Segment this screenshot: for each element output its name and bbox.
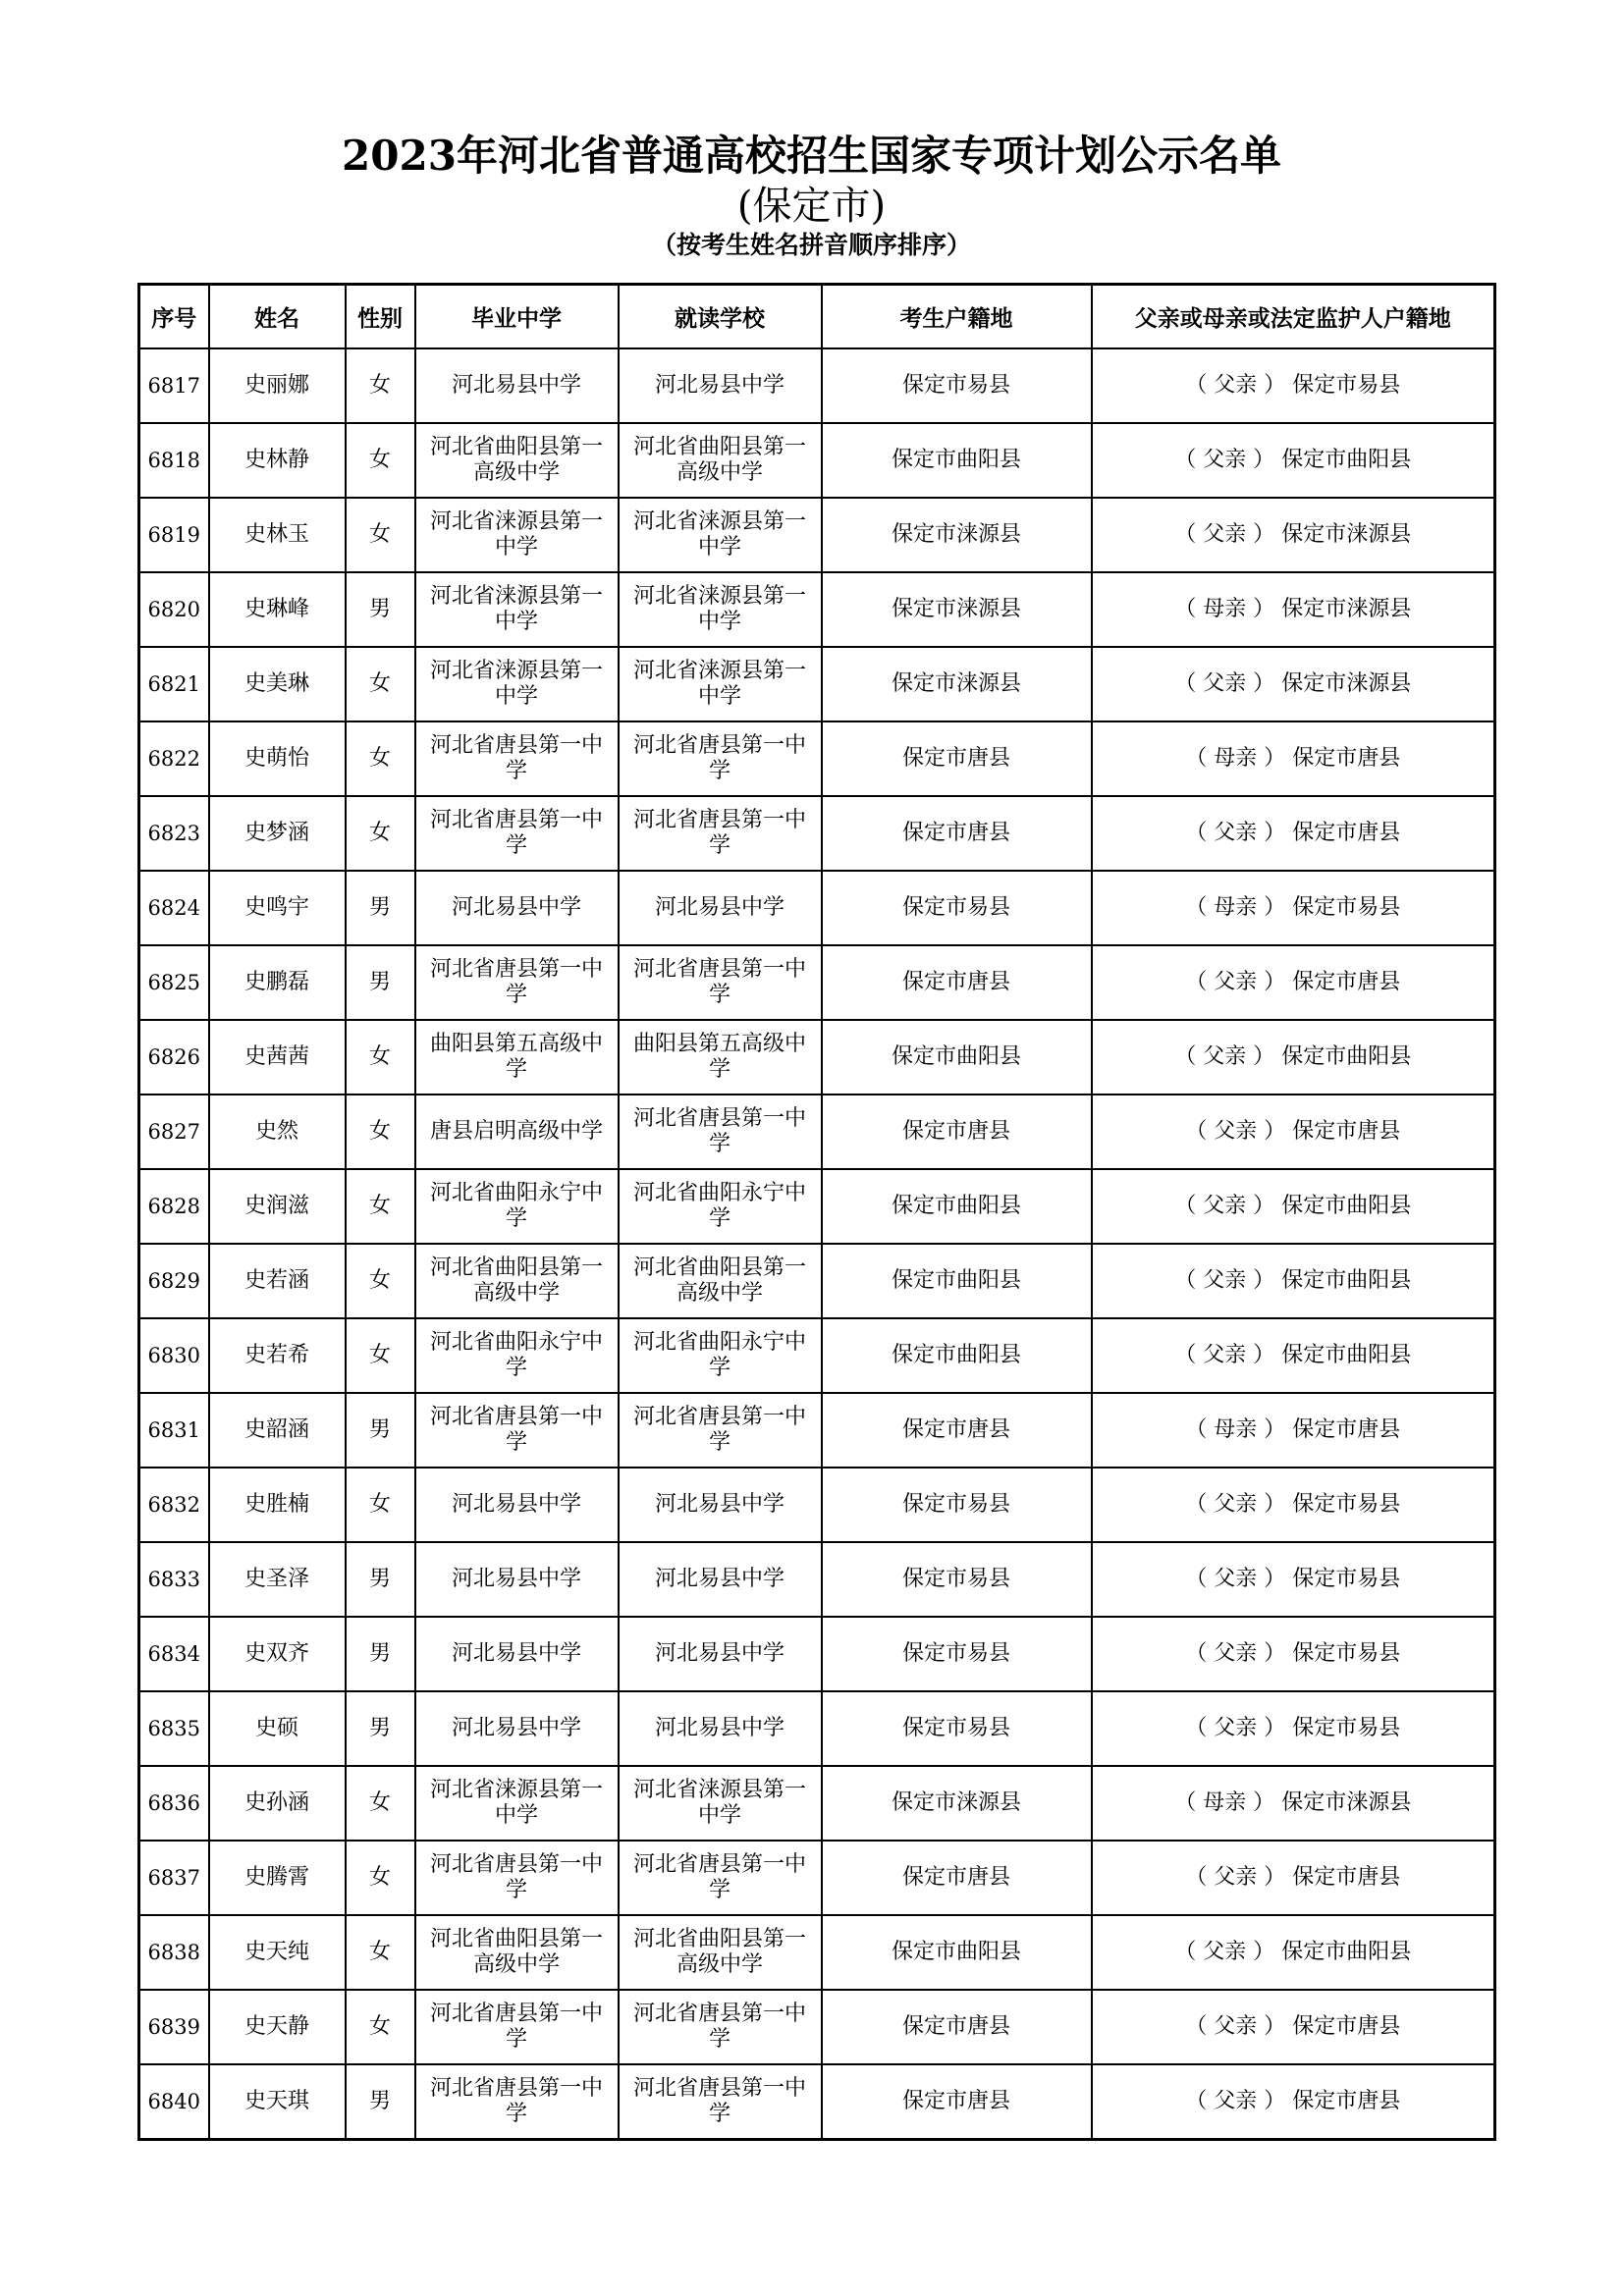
cell-seq: 6826 xyxy=(139,1020,209,1095)
cell-current-school: 河北省唐县第一中学 xyxy=(619,2064,822,2140)
cell-guardian: （ 母亲 ） 保定市易县 xyxy=(1092,871,1495,945)
cell-name: 史茜茜 xyxy=(209,1020,346,1095)
cell-grad-school: 河北易县中学 xyxy=(415,1468,619,1542)
table-row xyxy=(139,498,1495,572)
cell-household: 保定市唐县 xyxy=(822,721,1092,796)
cell-seq: 6834 xyxy=(139,1617,209,1691)
cell-current-school: 河北易县中学 xyxy=(619,1617,822,1691)
cell-guardian: （ 父亲 ） 保定市涞源县 xyxy=(1092,647,1495,721)
cell-current-school: 河北易县中学 xyxy=(619,348,822,423)
cell-gender: 男 xyxy=(346,1691,415,1766)
cell-seq: 6828 xyxy=(139,1169,209,1244)
cell-gender: 男 xyxy=(346,871,415,945)
cell-current-school: 河北省涞源县第一中学 xyxy=(619,498,822,572)
cell-current-school: 河北省唐县第一中学 xyxy=(619,796,822,871)
cell-grad-school: 河北省唐县第一中学 xyxy=(415,945,619,1020)
cell-gender: 女 xyxy=(346,1244,415,1318)
cell-current-school: 河北省唐县第一中学 xyxy=(619,1393,822,1468)
table-header xyxy=(139,285,1495,349)
cell-household: 保定市曲阳县 xyxy=(822,1244,1092,1318)
cell-gender: 女 xyxy=(346,796,415,871)
cell-household: 保定市涞源县 xyxy=(822,498,1092,572)
cell-seq: 6819 xyxy=(139,498,209,572)
table-row xyxy=(139,871,1495,945)
cell-guardian: （ 父亲 ） 保定市唐县 xyxy=(1092,1841,1495,1915)
cell-grad-school: 河北省涞源县第一中学 xyxy=(415,647,619,721)
cell-guardian: （ 父亲 ） 保定市唐县 xyxy=(1092,796,1495,871)
cell-seq: 6835 xyxy=(139,1691,209,1766)
cell-current-school: 曲阳县第五高级中学 xyxy=(619,1020,822,1095)
cell-guardian: （ 父亲 ） 保定市曲阳县 xyxy=(1092,1244,1495,1318)
cell-household: 保定市唐县 xyxy=(822,2064,1092,2140)
cell-gender: 男 xyxy=(346,2064,415,2140)
cell-seq: 6840 xyxy=(139,2064,209,2140)
roster-table xyxy=(137,283,1496,2141)
cell-household: 保定市易县 xyxy=(822,348,1092,423)
table-body xyxy=(139,348,1495,2140)
cell-household: 保定市曲阳县 xyxy=(822,1318,1092,1393)
cell-seq: 6832 xyxy=(139,1468,209,1542)
cell-current-school: 河北省曲阳永宁中学 xyxy=(619,1318,822,1393)
header-household: 考生户籍地 xyxy=(822,285,1092,349)
cell-current-school: 河北易县中学 xyxy=(619,1691,822,1766)
cell-guardian: （ 父亲 ） 保定市曲阳县 xyxy=(1092,1318,1495,1393)
cell-guardian: （ 父亲 ） 保定市曲阳县 xyxy=(1092,1915,1495,1990)
cell-current-school: 河北易县中学 xyxy=(619,1468,822,1542)
cell-gender: 男 xyxy=(346,572,415,647)
cell-name: 史鹏磊 xyxy=(209,945,346,1020)
cell-name: 史丽娜 xyxy=(209,348,346,423)
cell-household: 保定市易县 xyxy=(822,871,1092,945)
sort-note: （按考生姓名拼音顺序排序） xyxy=(651,231,971,259)
cell-name: 史双齐 xyxy=(209,1617,346,1691)
cell-seq: 6833 xyxy=(139,1542,209,1617)
cell-current-school: 河北易县中学 xyxy=(619,1542,822,1617)
header-grad-school: 毕业中学 xyxy=(415,285,619,349)
cell-guardian: （ 父亲 ） 保定市易县 xyxy=(1092,1691,1495,1766)
cell-gender: 女 xyxy=(346,1095,415,1169)
table-row xyxy=(139,1468,1495,1542)
page-title: 2023年河北省普通高校招生国家专项计划公示名单 xyxy=(342,132,1281,180)
table-row xyxy=(139,1542,1495,1617)
cell-gender: 女 xyxy=(346,721,415,796)
cell-grad-school: 河北省唐县第一中学 xyxy=(415,2064,619,2140)
cell-guardian: （ 父亲 ） 保定市曲阳县 xyxy=(1092,423,1495,498)
cell-household: 保定市唐县 xyxy=(822,1095,1092,1169)
table-row xyxy=(139,572,1495,647)
table-row xyxy=(139,1393,1495,1468)
table-row xyxy=(139,1766,1495,1841)
table-row xyxy=(139,721,1495,796)
cell-current-school: 河北省涞源县第一中学 xyxy=(619,572,822,647)
cell-seq: 6821 xyxy=(139,647,209,721)
cell-seq: 6817 xyxy=(139,348,209,423)
header-name: 姓名 xyxy=(209,285,346,349)
table-row xyxy=(139,1318,1495,1393)
cell-household: 保定市涞源县 xyxy=(822,1766,1092,1841)
cell-guardian: （ 父亲 ） 保定市易县 xyxy=(1092,348,1495,423)
cell-grad-school: 河北省曲阳县第一高级中学 xyxy=(415,1244,619,1318)
cell-household: 保定市曲阳县 xyxy=(822,1915,1092,1990)
cell-seq: 6823 xyxy=(139,796,209,871)
cell-household: 保定市曲阳县 xyxy=(822,1020,1092,1095)
cell-household: 保定市易县 xyxy=(822,1542,1092,1617)
table-row xyxy=(139,348,1495,423)
cell-grad-school: 唐县启明高级中学 xyxy=(415,1095,619,1169)
cell-household: 保定市涞源县 xyxy=(822,572,1092,647)
cell-grad-school: 河北省曲阳永宁中学 xyxy=(415,1169,619,1244)
cell-name: 史林玉 xyxy=(209,498,346,572)
table-row xyxy=(139,647,1495,721)
cell-guardian: （ 母亲 ） 保定市唐县 xyxy=(1092,1393,1495,1468)
cell-grad-school: 河北省曲阳永宁中学 xyxy=(415,1318,619,1393)
cell-name: 史萌怡 xyxy=(209,721,346,796)
cell-household: 保定市曲阳县 xyxy=(822,1169,1092,1244)
cell-current-school: 河北省唐县第一中学 xyxy=(619,721,822,796)
cell-name: 史林静 xyxy=(209,423,346,498)
cell-guardian: （ 父亲 ） 保定市唐县 xyxy=(1092,945,1495,1020)
cell-name: 史孙涵 xyxy=(209,1766,346,1841)
table-row xyxy=(139,1841,1495,1915)
cell-current-school: 河北省唐县第一中学 xyxy=(619,1095,822,1169)
table-row xyxy=(139,1990,1495,2064)
cell-grad-school: 河北省曲阳县第一高级中学 xyxy=(415,423,619,498)
cell-grad-school: 河北省涞源县第一中学 xyxy=(415,572,619,647)
cell-guardian: （ 母亲 ） 保定市涞源县 xyxy=(1092,572,1495,647)
cell-seq: 6818 xyxy=(139,423,209,498)
cell-name: 史腾霄 xyxy=(209,1841,346,1915)
cell-grad-school: 河北省唐县第一中学 xyxy=(415,1393,619,1468)
cell-grad-school: 河北省唐县第一中学 xyxy=(415,721,619,796)
cell-name: 史美琳 xyxy=(209,647,346,721)
cell-gender: 男 xyxy=(346,945,415,1020)
cell-grad-school: 河北省涞源县第一中学 xyxy=(415,1766,619,1841)
cell-household: 保定市曲阳县 xyxy=(822,423,1092,498)
table-row xyxy=(139,1020,1495,1095)
cell-name: 史琳峰 xyxy=(209,572,346,647)
cell-household: 保定市唐县 xyxy=(822,796,1092,871)
table-row xyxy=(139,2064,1495,2140)
cell-name: 史胜楠 xyxy=(209,1468,346,1542)
table-row xyxy=(139,945,1495,1020)
cell-guardian: （ 父亲 ） 保定市唐县 xyxy=(1092,1990,1495,2064)
table-row xyxy=(139,1617,1495,1691)
header-seq: 序号 xyxy=(139,285,209,349)
cell-household: 保定市唐县 xyxy=(822,1841,1092,1915)
cell-gender: 女 xyxy=(346,1766,415,1841)
cell-name: 史润滋 xyxy=(209,1169,346,1244)
cell-current-school: 河北省曲阳县第一高级中学 xyxy=(619,423,822,498)
page-subtitle: (保定市) xyxy=(736,184,887,229)
cell-current-school: 河北省曲阳县第一高级中学 xyxy=(619,1244,822,1318)
cell-gender: 女 xyxy=(346,1841,415,1915)
cell-current-school: 河北省曲阳永宁中学 xyxy=(619,1169,822,1244)
cell-grad-school: 河北易县中学 xyxy=(415,1617,619,1691)
cell-grad-school: 曲阳县第五高级中学 xyxy=(415,1020,619,1095)
cell-gender: 男 xyxy=(346,1617,415,1691)
cell-seq: 6824 xyxy=(139,871,209,945)
cell-guardian: （ 父亲 ） 保定市唐县 xyxy=(1092,1095,1495,1169)
cell-seq: 6839 xyxy=(139,1990,209,2064)
cell-gender: 女 xyxy=(346,348,415,423)
cell-grad-school: 河北省唐县第一中学 xyxy=(415,1841,619,1915)
cell-name: 史硕 xyxy=(209,1691,346,1766)
cell-name: 史若希 xyxy=(209,1318,346,1393)
header-guardian: 父亲或母亲或法定监护人户籍地 xyxy=(1092,285,1495,349)
header-current-school: 就读学校 xyxy=(619,285,822,349)
cell-gender: 女 xyxy=(346,1468,415,1542)
cell-name: 史鸣宇 xyxy=(209,871,346,945)
cell-guardian: （ 父亲 ） 保定市易县 xyxy=(1092,1468,1495,1542)
cell-gender: 女 xyxy=(346,1318,415,1393)
table-row xyxy=(139,1691,1495,1766)
cell-name: 史天静 xyxy=(209,1990,346,2064)
cell-name: 史梦涵 xyxy=(209,796,346,871)
cell-current-school: 河北省唐县第一中学 xyxy=(619,1990,822,2064)
cell-guardian: （ 父亲 ） 保定市唐县 xyxy=(1092,2064,1495,2140)
cell-seq: 6838 xyxy=(139,1915,209,1990)
cell-grad-school: 河北省唐县第一中学 xyxy=(415,796,619,871)
cell-current-school: 河北省涞源县第一中学 xyxy=(619,1766,822,1841)
cell-grad-school: 河北省唐县第一中学 xyxy=(415,1990,619,2064)
cell-grad-school: 河北省涞源县第一中学 xyxy=(415,498,619,572)
cell-household: 保定市唐县 xyxy=(822,1393,1092,1468)
table-row xyxy=(139,423,1495,498)
cell-seq: 6837 xyxy=(139,1841,209,1915)
cell-guardian: （ 父亲 ） 保定市易县 xyxy=(1092,1542,1495,1617)
cell-household: 保定市唐县 xyxy=(822,945,1092,1020)
cell-household: 保定市易县 xyxy=(822,1691,1092,1766)
cell-gender: 男 xyxy=(346,1393,415,1468)
cell-gender: 女 xyxy=(346,1915,415,1990)
cell-current-school: 河北省唐县第一中学 xyxy=(619,1841,822,1915)
cell-grad-school: 河北易县中学 xyxy=(415,871,619,945)
cell-grad-school: 河北易县中学 xyxy=(415,1542,619,1617)
cell-current-school: 河北省涞源县第一中学 xyxy=(619,647,822,721)
cell-seq: 6825 xyxy=(139,945,209,1020)
cell-seq: 6822 xyxy=(139,721,209,796)
cell-grad-school: 河北易县中学 xyxy=(415,348,619,423)
cell-gender: 女 xyxy=(346,1990,415,2064)
cell-name: 史天纯 xyxy=(209,1915,346,1990)
cell-guardian: （ 父亲 ） 保定市曲阳县 xyxy=(1092,1020,1495,1095)
cell-guardian: （ 母亲 ） 保定市唐县 xyxy=(1092,721,1495,796)
cell-gender: 男 xyxy=(346,1542,415,1617)
cell-seq: 6827 xyxy=(139,1095,209,1169)
cell-current-school: 河北易县中学 xyxy=(619,871,822,945)
cell-name: 史圣泽 xyxy=(209,1542,346,1617)
cell-seq: 6836 xyxy=(139,1766,209,1841)
cell-seq: 6829 xyxy=(139,1244,209,1318)
cell-gender: 女 xyxy=(346,498,415,572)
cell-gender: 女 xyxy=(346,647,415,721)
cell-gender: 女 xyxy=(346,1020,415,1095)
table-row xyxy=(139,1169,1495,1244)
cell-guardian: （ 父亲 ） 保定市涞源县 xyxy=(1092,498,1495,572)
table-row xyxy=(139,1095,1495,1169)
cell-name: 史然 xyxy=(209,1095,346,1169)
cell-gender: 女 xyxy=(346,1169,415,1244)
cell-guardian: （ 父亲 ） 保定市易县 xyxy=(1092,1617,1495,1691)
cell-name: 史若涵 xyxy=(209,1244,346,1318)
cell-current-school: 河北省曲阳县第一高级中学 xyxy=(619,1915,822,1990)
table-row xyxy=(139,1915,1495,1990)
header-gender: 性别 xyxy=(346,285,415,349)
cell-seq: 6830 xyxy=(139,1318,209,1393)
cell-current-school: 河北省唐县第一中学 xyxy=(619,945,822,1020)
cell-gender: 女 xyxy=(346,423,415,498)
cell-household: 保定市涞源县 xyxy=(822,647,1092,721)
table-row xyxy=(139,796,1495,871)
cell-household: 保定市唐县 xyxy=(822,1990,1092,2064)
cell-household: 保定市易县 xyxy=(822,1617,1092,1691)
cell-guardian: （ 父亲 ） 保定市曲阳县 xyxy=(1092,1169,1495,1244)
cell-guardian: （ 母亲 ） 保定市涞源县 xyxy=(1092,1766,1495,1841)
cell-seq: 6820 xyxy=(139,572,209,647)
cell-name: 史韶涵 xyxy=(209,1393,346,1468)
table-row xyxy=(139,1244,1495,1318)
header-row xyxy=(139,285,1495,349)
cell-seq: 6831 xyxy=(139,1393,209,1468)
cell-household: 保定市易县 xyxy=(822,1468,1092,1542)
cell-name: 史天琪 xyxy=(209,2064,346,2140)
cell-grad-school: 河北易县中学 xyxy=(415,1691,619,1766)
cell-grad-school: 河北省曲阳县第一高级中学 xyxy=(415,1915,619,1990)
